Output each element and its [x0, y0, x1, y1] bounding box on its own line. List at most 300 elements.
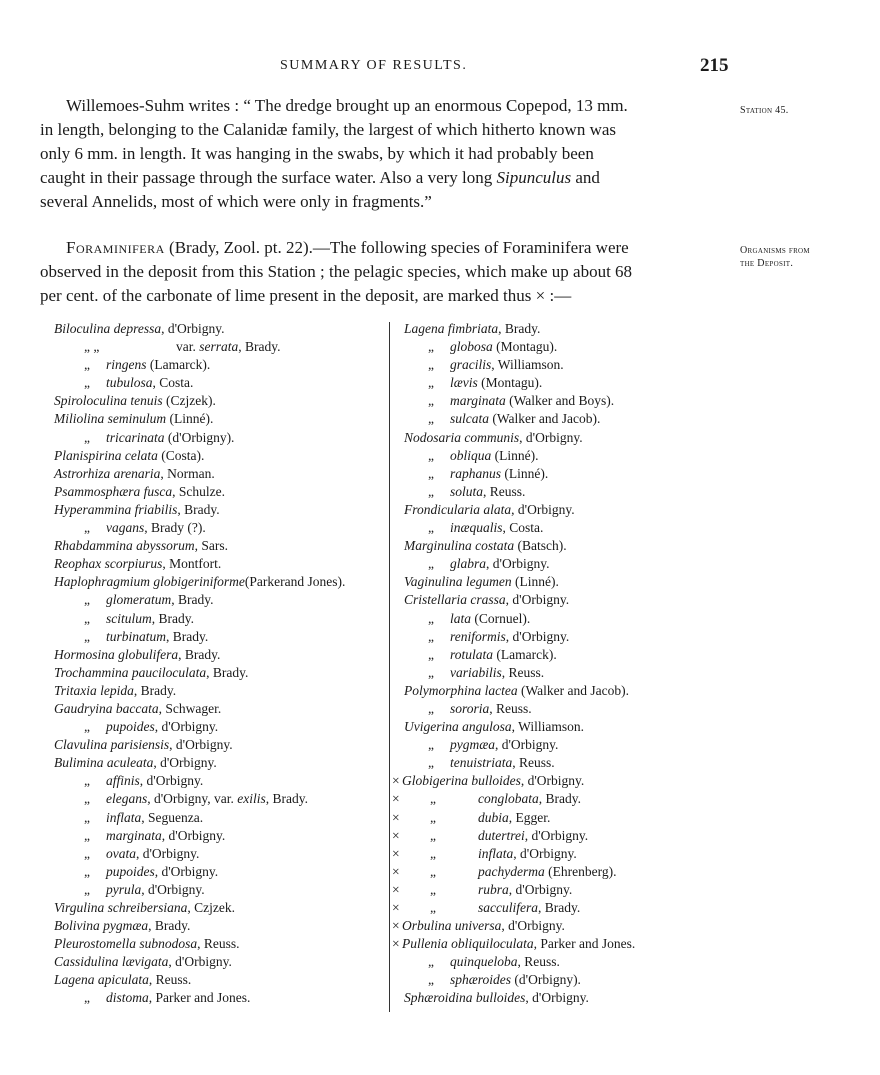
species-row	[54, 519, 384, 537]
ditto-mark: „	[84, 863, 90, 879]
species-row	[392, 591, 732, 609]
species-entry	[402, 917, 565, 935]
species-name: inflata	[478, 845, 514, 861]
species-row	[392, 410, 732, 428]
species-name: globigeriniforme	[153, 574, 245, 590]
species-author: , Brady.	[177, 501, 220, 517]
species-name: scorpiurus	[104, 556, 163, 572]
species-entry	[450, 736, 558, 754]
genus-name: Hormosina	[54, 646, 115, 662]
species-author: , Reuss.	[517, 954, 560, 970]
species-name: ovata	[106, 845, 136, 861]
species-entry	[450, 447, 539, 465]
margin-note-organisms-line2: the Deposit.	[740, 258, 794, 269]
species-entry	[478, 863, 616, 881]
species-author: (Lamarck).	[493, 646, 557, 662]
foraminifera-heading: Foraminifera	[66, 238, 165, 257]
genus-name: Miliolina	[54, 411, 105, 427]
species-author: , Parker and Jones.	[148, 990, 251, 1006]
species-name: obliquiloculata	[451, 936, 534, 952]
genus-name: Frondicularia	[404, 501, 480, 517]
species-entry	[450, 338, 557, 356]
species-entry	[106, 519, 206, 537]
species-row	[392, 953, 732, 971]
species-entry	[106, 881, 205, 899]
species-author: , d'Orbigny.	[153, 755, 217, 771]
species-row	[54, 447, 384, 465]
ditto-mark: „ „	[84, 339, 100, 355]
species-name: costata	[475, 538, 515, 554]
paragraph-line: in length, belonging to the Calanidæ family, the largest of which hitherto known was	[40, 120, 617, 139]
paragraph-line: only 6 mm. in length. It was hanging in the swabs, by which it had probably been	[40, 144, 594, 163]
species-name: tubulosa	[106, 375, 153, 391]
species-entry	[450, 700, 532, 718]
variety-name: serrata	[199, 339, 239, 355]
species-row	[392, 863, 732, 881]
ditto-mark: „	[84, 719, 90, 735]
species-author: , d'Orbigny.	[141, 881, 205, 897]
species-author: , Brady.	[538, 791, 581, 807]
species-author: , Montfort.	[162, 556, 222, 572]
species-author: (Linné).	[491, 447, 539, 463]
species-entry	[54, 646, 220, 664]
species-author: , d'Orbigny.	[154, 863, 219, 879]
species-author: , d'Orbigny.	[154, 719, 219, 735]
species-entry	[478, 845, 577, 863]
ditto-mark: „	[84, 827, 90, 843]
species-entry	[106, 429, 234, 447]
species-author: , d'Orbigny.	[520, 773, 585, 789]
species-author: (Montagu).	[477, 375, 543, 391]
species-name: gracilis	[450, 357, 492, 373]
species-entry	[450, 628, 569, 646]
species-row	[54, 935, 384, 953]
species-name: glomeratum	[106, 592, 172, 608]
genus-name: Virgulina	[54, 900, 105, 915]
species-name: obliqua	[450, 447, 492, 463]
species-name: marginata	[450, 393, 506, 409]
ditto-mark: „	[428, 339, 434, 355]
species-entry	[54, 736, 233, 754]
species-author: (Ehrenberg).	[544, 863, 617, 879]
genus-name: Psammosphæra	[54, 483, 141, 499]
species-entry	[106, 628, 208, 646]
species-name: lata	[450, 610, 472, 626]
species-author: (Linné).	[511, 574, 559, 590]
species-name: lævis	[450, 375, 478, 391]
ditto-mark: „	[428, 520, 434, 536]
species-entry	[450, 610, 530, 628]
species-row	[392, 519, 732, 537]
ditto-mark: „	[430, 845, 436, 861]
species-row	[54, 953, 384, 971]
species-row	[54, 465, 384, 483]
ditto-mark: „	[84, 628, 90, 644]
species-name: tenuistriata	[450, 755, 513, 771]
ditto-mark: „	[428, 447, 434, 463]
species-entry	[450, 646, 557, 664]
species-name: fusca	[143, 483, 173, 499]
species-name: universa	[454, 918, 502, 934]
species-entry	[450, 971, 581, 989]
species-name: dubia	[478, 809, 509, 825]
species-author: , d'Orbigny, var.	[147, 791, 238, 807]
species-author: , Reuss.	[501, 664, 545, 680]
running-head: SUMMARY OF RESULTS.	[280, 58, 468, 73]
species-name: sphæroides	[450, 972, 512, 988]
species-row	[54, 790, 384, 808]
species-author: , Brady.	[151, 610, 194, 626]
species-author: , Williamson.	[491, 357, 564, 373]
species-row	[54, 628, 384, 646]
species-author: , Czjzek.	[187, 900, 235, 915]
species-entry	[106, 863, 218, 881]
column-divider	[389, 322, 390, 1012]
species-name: pachyderma	[478, 863, 545, 879]
species-entry	[54, 682, 176, 700]
genus-name: Planispirina	[54, 447, 122, 463]
species-author: , d'Orbigny.	[495, 737, 559, 753]
ditto-mark: „	[84, 610, 90, 626]
species-author: , d'Orbigny.	[508, 881, 573, 897]
species-name: friabilis	[134, 501, 178, 517]
genus-name: Vaginulina	[404, 574, 463, 590]
species-name: variabilis	[450, 664, 502, 680]
species-row	[54, 501, 384, 519]
species-row	[54, 772, 384, 790]
species-name: globosa	[450, 339, 493, 355]
species-entry	[176, 338, 281, 356]
species-author: (Batsch).	[514, 538, 567, 554]
species-entry	[402, 772, 584, 790]
species-name: sulcata	[450, 411, 489, 427]
species-entry	[54, 754, 217, 772]
paragraph-line: observed in the deposit from this Station ; the pelagic species, which make up about 68	[40, 262, 633, 281]
species-row	[54, 573, 384, 591]
margin-note-organisms-line1: Organisms from	[740, 245, 810, 256]
species-entry	[478, 881, 572, 899]
species-author: (d'Orbigny).	[164, 429, 235, 445]
species-name: pupoides	[106, 863, 155, 879]
species-row	[392, 429, 732, 447]
species-row	[392, 700, 732, 718]
species-entry	[450, 555, 549, 573]
species-name: abyssorum	[136, 538, 195, 554]
species-entry	[106, 374, 193, 392]
paragraph-foraminifera	[40, 236, 726, 308]
ditto-mark: „	[430, 827, 436, 843]
species-list-left	[54, 320, 384, 1008]
species-entry	[404, 718, 584, 736]
species-name: rotulata	[450, 646, 494, 662]
species-entry	[54, 447, 204, 465]
genus-name: Cassidulina	[54, 954, 119, 970]
species-author: , Brady.	[206, 664, 249, 680]
species-row	[54, 483, 384, 501]
species-author: , Brady.	[171, 592, 214, 608]
species-author: (Linné).	[166, 411, 214, 427]
ditto-mark: „	[428, 737, 434, 753]
genus-name: Lagena	[404, 321, 445, 336]
species-row	[392, 917, 732, 935]
species-author: , d'Orbigny.	[505, 592, 570, 608]
ditto-mark: „	[428, 483, 434, 499]
species-author: , Reuss.	[489, 700, 532, 716]
species-name: pupoides	[106, 719, 155, 735]
genus-name: Bolivina	[54, 918, 100, 934]
species-entry	[450, 664, 544, 682]
margin-note-station: Station 45.	[740, 105, 789, 116]
species-row	[392, 809, 732, 827]
species-row	[54, 646, 384, 664]
ditto-mark: „	[428, 465, 434, 481]
paragraph-line: Willemoes-Suhm writes : “ The dredge brought up an enormous Copepod, 13 mm.	[66, 96, 628, 115]
species-entry	[106, 772, 203, 790]
species-author: , Seguenza.	[141, 809, 204, 825]
pelagic-mark: ×	[392, 791, 400, 807]
species-name: conglobata	[478, 791, 539, 807]
genus-name: Tritaxia	[54, 682, 97, 698]
species-row	[392, 573, 732, 591]
paragraph-willemoes-suhm	[40, 94, 726, 214]
ditto-mark: „	[84, 809, 90, 825]
variety-author: , Brady.	[265, 791, 309, 807]
species-row	[392, 736, 732, 754]
species-name: sacculifera	[478, 900, 538, 915]
species-name: crassa	[470, 592, 506, 608]
ditto-mark: „	[428, 357, 434, 373]
species-name: subnodosa	[139, 936, 198, 952]
species-name: angulosa	[462, 719, 512, 735]
species-author: , d'Orbigny.	[169, 737, 233, 753]
species-row	[392, 483, 732, 501]
ditto-mark: „	[84, 375, 90, 391]
ditto-mark: „	[428, 972, 434, 988]
species-entry	[404, 320, 540, 338]
species-name: fimbriata	[447, 321, 499, 336]
ditto-mark: „	[430, 791, 436, 807]
species-row	[54, 682, 384, 700]
species-author: , d'Orbigny.	[486, 556, 550, 572]
paragraph-line	[40, 236, 726, 260]
species-name: globulifera	[118, 646, 179, 662]
pelagic-mark: ×	[392, 845, 400, 861]
species-entry	[54, 392, 216, 410]
species-author: , d'Orbigny.	[525, 990, 589, 1006]
species-entry	[450, 410, 600, 428]
species-name: scitulum	[106, 610, 152, 626]
species-entry	[404, 501, 575, 519]
species-author: , d'Orbigny.	[519, 429, 583, 445]
ditto-mark: „	[84, 520, 90, 536]
ditto-mark: „	[428, 610, 434, 626]
pelagic-mark: ×	[392, 881, 400, 897]
genus-name: Hyperammina	[54, 501, 132, 517]
species-name: tricarinata	[106, 429, 165, 445]
species-name: arenaria	[113, 465, 161, 481]
species-row	[54, 863, 384, 881]
paragraph-line-tail: and	[571, 168, 600, 187]
ditto-mark: „	[428, 375, 434, 391]
ditto-mark: „	[428, 954, 434, 970]
species-name: marginata	[106, 827, 162, 843]
species-author: , d'Orbigny.	[161, 321, 225, 336]
species-name: distoma	[106, 990, 149, 1006]
species-row	[54, 392, 384, 410]
species-entry	[106, 827, 225, 845]
species-entry	[450, 356, 564, 374]
species-name: pauciloculata	[131, 664, 207, 680]
paragraph-line-text: (Brady, Zool. pt. 22).—The following species of Foraminifera were	[164, 238, 629, 257]
genus-name: Polymorphina	[404, 682, 482, 698]
species-entry	[54, 935, 240, 953]
genus-name: Astrorhiza	[54, 465, 111, 481]
species-entry	[404, 682, 629, 700]
species-row	[392, 881, 732, 899]
species-author: (Parkerand Jones).	[244, 574, 346, 590]
genus-name: Clavulina	[54, 737, 108, 753]
species-name: baccata	[115, 700, 159, 716]
species-row	[54, 320, 384, 338]
ditto-mark: „	[84, 357, 90, 373]
species-entry	[404, 989, 589, 1007]
species-entry	[402, 935, 635, 953]
species-list-right	[392, 320, 732, 1008]
ditto-mark: „	[84, 429, 90, 445]
species-name: aculeata	[106, 755, 154, 771]
species-name: tenuis	[130, 393, 163, 409]
paragraph-line-text: caught in their passage through the surface water. Also a very long	[40, 168, 497, 187]
ditto-mark: „	[430, 863, 436, 879]
genus-name: Nodosaria	[404, 429, 462, 445]
species-name: communis	[464, 429, 520, 445]
species-author: , Schulze.	[172, 483, 226, 499]
species-row	[54, 899, 384, 917]
genus-name: Reophax	[54, 556, 102, 572]
species-author: , Reuss.	[197, 936, 240, 952]
genus-name: Uvigerina	[404, 719, 459, 735]
species-name: bulloides	[475, 990, 526, 1006]
species-entry	[106, 591, 214, 609]
species-author: (Linné).	[501, 465, 549, 481]
genus-name: Marginulina	[404, 538, 472, 554]
species-entry	[54, 555, 221, 573]
species-entry	[54, 320, 225, 338]
genus-name: Sphæroidina	[404, 990, 473, 1006]
species-row	[54, 356, 384, 374]
species-author: , Brady.	[538, 900, 581, 915]
species-row	[392, 935, 732, 953]
species-row	[54, 917, 384, 935]
species-name: bulloides	[471, 773, 521, 789]
species-author: (Costa).	[157, 447, 205, 463]
species-entry	[106, 809, 203, 827]
species-row	[392, 374, 732, 392]
ditto-mark: „	[428, 646, 434, 662]
paragraph-line: per cent. of the carbonate of lime present in the deposit, are marked thus × :—	[40, 286, 572, 305]
species-entry	[450, 754, 555, 772]
paragraph-line	[40, 166, 726, 190]
species-author: (Czjzek).	[162, 393, 216, 409]
species-name: apiculata	[97, 972, 149, 988]
species-author: (Walker and Jacob).	[517, 682, 629, 698]
page-number: 215	[700, 55, 729, 76]
species-name: dutertrei	[478, 827, 525, 843]
species-name: seminulum	[107, 411, 167, 427]
species-row	[392, 754, 732, 772]
ditto-mark: „	[430, 881, 436, 897]
species-entry	[450, 465, 548, 483]
species-entry	[450, 374, 542, 392]
species-author: (d'Orbigny).	[511, 972, 581, 988]
species-name: sororia	[450, 700, 490, 716]
species-row	[392, 628, 732, 646]
species-author: , Schwager.	[158, 700, 222, 716]
species-name: affinis	[106, 773, 140, 789]
species-row	[392, 320, 732, 338]
species-row	[54, 754, 384, 772]
species-row	[392, 555, 732, 573]
ditto-mark: „	[84, 845, 90, 861]
species-name: ringens	[106, 357, 147, 373]
species-author: , Brady.	[498, 321, 541, 336]
ditto-mark: „	[428, 393, 434, 409]
species-row	[54, 881, 384, 899]
genus-name: Spiroloculina	[54, 393, 127, 409]
species-name: schreibersiana	[107, 900, 188, 915]
pelagic-mark: ×	[392, 863, 400, 879]
genus-name: Biloculina	[54, 321, 111, 336]
species-author: , Brady.	[148, 918, 191, 934]
species-author: , Costa.	[502, 520, 544, 536]
ditto-mark: „	[428, 411, 434, 427]
species-row	[392, 501, 732, 519]
species-entry	[54, 899, 235, 917]
species-row	[392, 845, 732, 863]
species-entry	[106, 356, 210, 374]
species-name: inflata	[106, 809, 142, 825]
species-name: lactea	[484, 682, 518, 698]
species-entry	[54, 501, 220, 519]
species-author: , d'Orbigny.	[501, 918, 565, 934]
species-name: vagans	[106, 520, 145, 536]
species-name: quinqueloba	[450, 954, 518, 970]
species-name: parisiensis	[110, 737, 170, 753]
species-entry	[478, 899, 580, 917]
pelagic-mark: ×	[392, 773, 400, 789]
pelagic-mark: ×	[392, 827, 400, 843]
species-name: glabra	[450, 556, 487, 572]
species-entry	[54, 971, 191, 989]
species-author: , Brady.	[133, 682, 177, 698]
species-name: alata	[483, 501, 512, 517]
ditto-mark: „	[84, 990, 90, 1006]
ditto-mark: „	[84, 592, 90, 608]
species-entry	[54, 953, 232, 971]
ditto-mark: „	[430, 809, 436, 825]
genus-name: Lagena	[54, 972, 95, 988]
species-entry	[54, 664, 248, 682]
species-row	[54, 537, 384, 555]
species-row	[392, 718, 732, 736]
species-name: raphanus	[450, 465, 502, 481]
species-entry	[106, 845, 199, 863]
species-name: elegans	[106, 791, 148, 807]
species-row	[54, 989, 384, 1007]
species-row	[54, 971, 384, 989]
species-row	[392, 971, 732, 989]
species-author: , d'Orbigny.	[136, 845, 200, 861]
